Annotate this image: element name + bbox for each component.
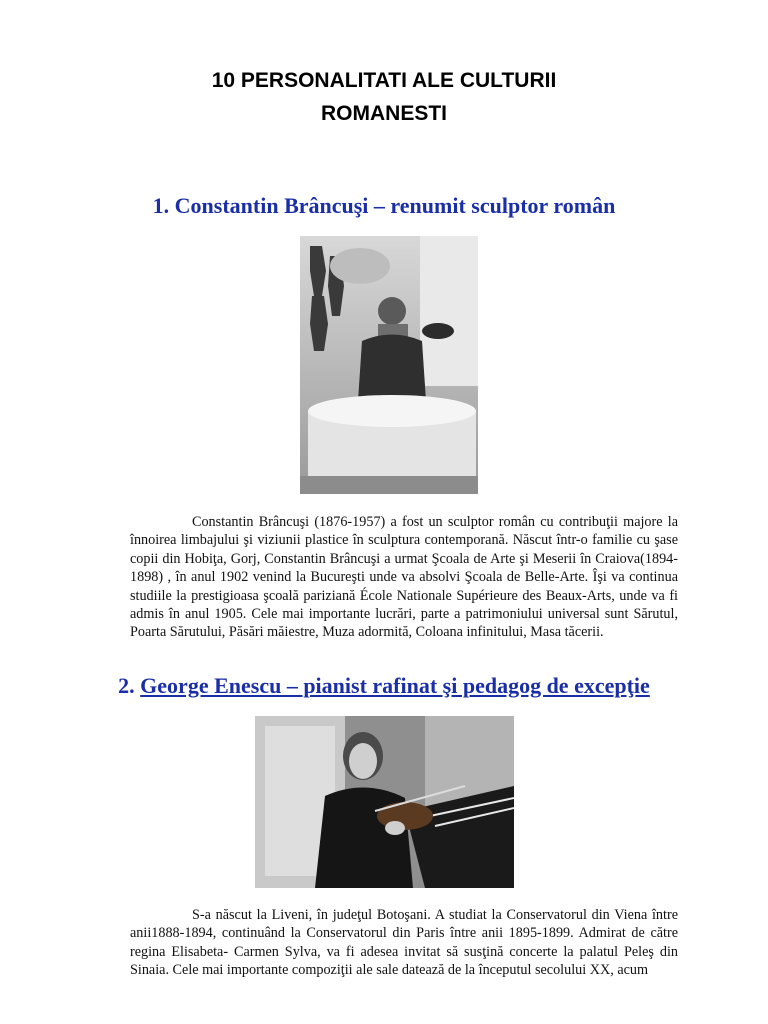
section-heading-link[interactable]: George Enescu – pianist rafinat şi pedagog de excepţie [140,673,650,698]
enescu-photo [255,716,514,888]
page-title-line-1: 10 PERSONALITATI ALE CULTURII [211,69,557,92]
section-heading-2 [0,673,768,699]
section-heading-1 [0,193,768,219]
paragraph-1-text: Constantin Brâncuşi (1876-1957) a fost un sculptor român cu contribuţii majore la înnoirea limbajului şi viziunii plastice în sculptura contemporană. Născut într-o familie cu şase copii din Hobiţa, Gorj, Constantin Brâncuşi a urmat Şcoala de Arte şi Meserii în Craiova(1894-1898) , în anul 1902 venind la Bucureşti unde va absolvi Şcoala de Belle-Arte. Îşi va continua studiile la prestigioasa şcoală pariziană École Nationale Supérieure des Beaux-Arts, unde va fi admis în anul 1905. Cele mai importante lucrări, parte a patrimoniului universal sunt Sărutul, Poarta Sărutului, Păsări măiestre, Muza adormită, Coloana infinitului, Masa tăcerii. [130,514,678,641]
section-number: 1. [152,193,170,218]
paragraph-2 [130,906,678,980]
section-heading-text: Constantin Brâncuşi – renumit sculptor român [174,193,616,218]
section-number: 2. [118,673,135,698]
page-title-line-2: ROMANESTI [321,102,447,125]
paragraph-1 [130,513,678,642]
portrait-photo-icon [255,716,514,888]
portrait-photo-icon [300,236,478,494]
page-title [0,64,768,130]
brancusi-photo [300,236,478,494]
paragraph-2-text: S-a născut la Liveni, în judeţul Botoşani. A studiat la Conservatorul din Viena între anii1888-1894, continuând la Conservatorul din Paris între anii 1895-1899. Admirat de către regina Elisabeta- Carmen Sylva, va fi adesea invitat să susţină concerte la palatul Peleş din Sinaia. Cele mai importante compoziţii ale sale datează de la începutul secolului XX, acum [130,907,678,979]
